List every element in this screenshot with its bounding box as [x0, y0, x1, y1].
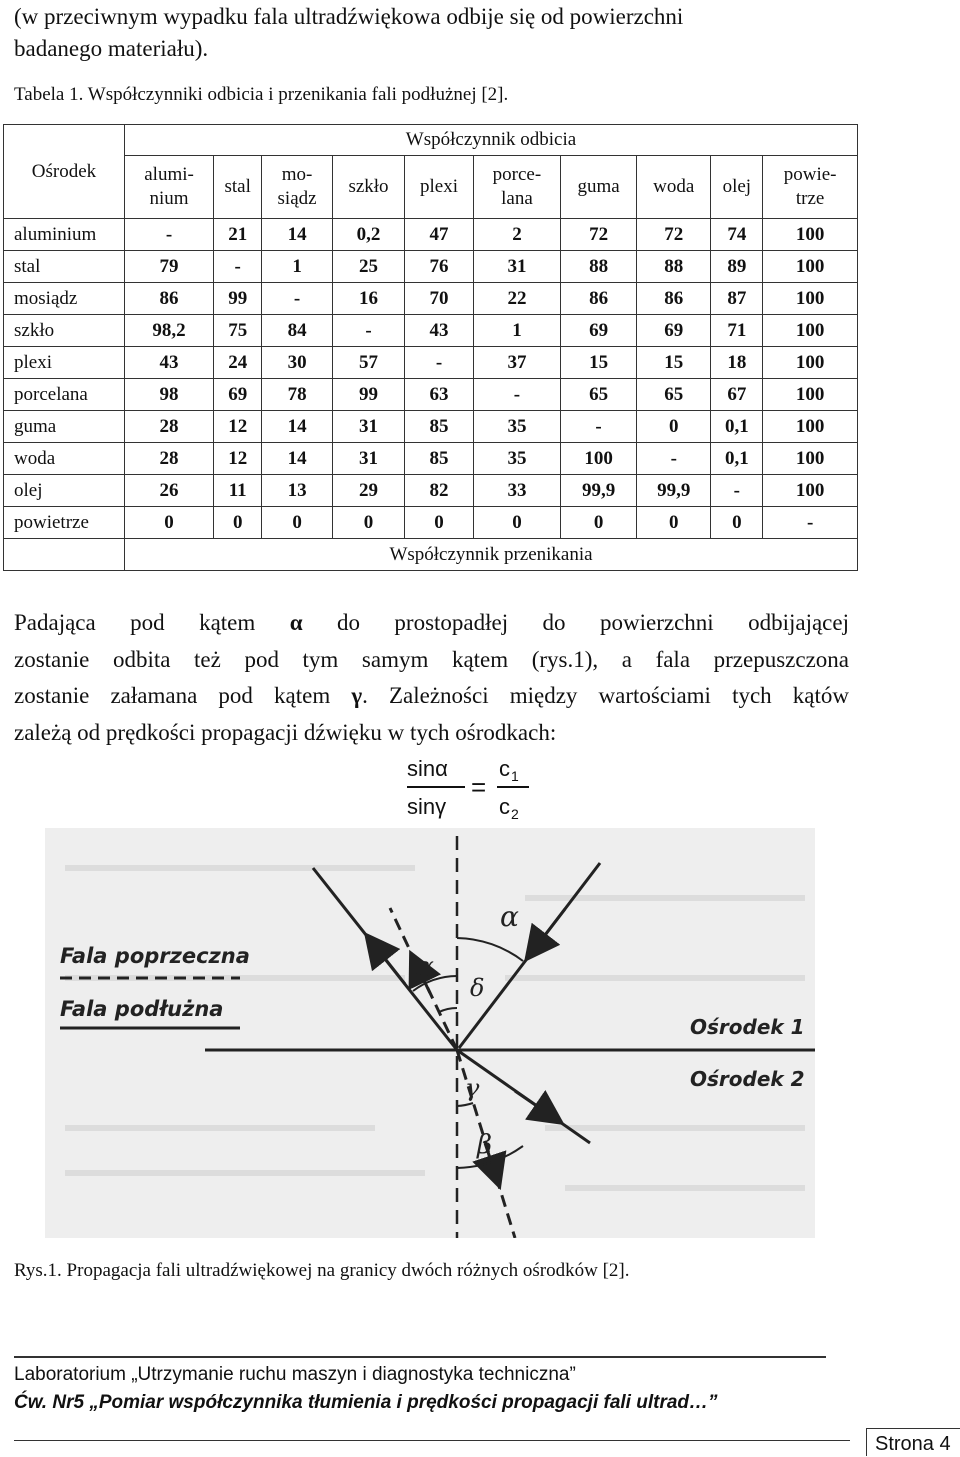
table-cell: 85 — [405, 411, 474, 443]
column-header — [763, 156, 858, 219]
table-cell: 87 — [711, 283, 763, 315]
description-paragraph — [14, 605, 849, 751]
column-header-line-1: olej — [722, 176, 752, 197]
table-cell: 11 — [214, 475, 262, 507]
table-cell: 14 — [262, 219, 333, 251]
table-cell: 99,9 — [561, 475, 637, 507]
row-label: guma — [4, 411, 125, 443]
table-cell: - — [637, 443, 711, 475]
coefficients-table — [3, 124, 858, 571]
table-cell: 0 — [561, 507, 637, 539]
table-cell: 100 — [763, 411, 858, 443]
table-cell: 2 — [473, 219, 560, 251]
table-cell: 43 — [125, 347, 214, 379]
page-number: Strona 4 — [866, 1428, 960, 1456]
table-cell: 70 — [405, 283, 474, 315]
table-cell: 100 — [763, 347, 858, 379]
greek-symbol: γ — [351, 683, 363, 708]
table-cell: 21 — [214, 219, 262, 251]
table-cell: 86 — [561, 283, 637, 315]
table-cell: 57 — [332, 347, 404, 379]
row-label: aluminium — [4, 219, 125, 251]
row-label: szkło — [4, 315, 125, 347]
table-row — [4, 219, 858, 251]
table-cell: 98 — [125, 379, 214, 411]
table-cell: 84 — [262, 315, 333, 347]
table-cell: 0 — [332, 507, 404, 539]
table-cell: 31 — [332, 443, 404, 475]
row-label: woda — [4, 443, 125, 475]
table-row — [4, 347, 858, 379]
footer-line-1: Laboratorium „Utrzymanie ruchu maszyn i diagnostyka techniczna” — [14, 1364, 576, 1385]
table-cell: 0,1 — [711, 411, 763, 443]
table-cell: 0 — [637, 507, 711, 539]
table-cell: 100 — [763, 379, 858, 411]
paragraph-line — [14, 605, 849, 642]
reflection-header: Współczynnik odbicia — [125, 125, 858, 156]
propagation-diagram — [45, 828, 815, 1238]
table-cell: 14 — [262, 411, 333, 443]
column-header-line-1: porce- — [492, 164, 542, 185]
table-cell: 24 — [214, 347, 262, 379]
table-body — [4, 219, 858, 539]
column-header-line-1: woda — [653, 176, 695, 197]
table-cell: 78 — [262, 379, 333, 411]
table-cell: - — [332, 315, 404, 347]
snell-formula — [405, 752, 535, 824]
table-cell: 13 — [262, 475, 333, 507]
table-cell: 0,1 — [711, 443, 763, 475]
intro-line-2: badanego materiału). — [14, 36, 209, 61]
table-cell: 0 — [711, 507, 763, 539]
column-header-line-2: nium — [149, 188, 189, 209]
row-label: plexi — [4, 347, 125, 379]
table-cell: 88 — [637, 251, 711, 283]
table-cell: - — [125, 219, 214, 251]
paragraph-text: zostanie odbita też pod tym samym kątem (rys.1), a fala przepuszczona — [14, 646, 849, 672]
column-header-line-2: siądz — [277, 188, 317, 209]
angle-gamma: γ — [465, 1074, 480, 1102]
table-cell: 0 — [473, 507, 560, 539]
table-cell: 33 — [473, 475, 560, 507]
table-cell: 100 — [763, 475, 858, 507]
angle-delta: δ — [470, 974, 485, 1002]
table-cell: 18 — [711, 347, 763, 379]
column-header — [262, 156, 333, 219]
table-cell: 0 — [214, 507, 262, 539]
table-cell: 25 — [332, 251, 404, 283]
table-cell: 79 — [125, 251, 214, 283]
formula-num-left: sinα — [407, 756, 448, 781]
legend-longitudinal-label: Fala podłużna — [60, 997, 224, 1021]
table-cell: 65 — [561, 379, 637, 411]
angle-alpha-incident: α — [500, 900, 519, 933]
table-cell: 100 — [763, 315, 858, 347]
footer-line-2: Ćw. Nr5 „Pomiar współczynnika tłumienia i prędkości propagacji fali ultrad…” — [14, 1392, 718, 1413]
table-row — [4, 443, 858, 475]
table-cell: 0 — [405, 507, 474, 539]
paragraph-text: do prostopadłej do powierzchni odbijającej — [302, 610, 849, 635]
table-cell: 89 — [711, 251, 763, 283]
column-header — [332, 156, 404, 219]
table-cell: - — [405, 347, 474, 379]
paragraph-line — [14, 642, 849, 679]
column-header — [125, 156, 214, 219]
table-cell: 43 — [405, 315, 474, 347]
table-cell: 28 — [125, 443, 214, 475]
table-cell: 86 — [125, 283, 214, 315]
table-cell: 1 — [262, 251, 333, 283]
row-label: olej — [4, 475, 125, 507]
table-row — [4, 507, 858, 539]
paragraph-text: zależą od prędkości propagacji dźwięku w tych ośrodkach: — [14, 719, 557, 745]
table-cell: 100 — [763, 251, 858, 283]
table-caption: Tabela 1. Współczynniki odbicia i przenikania fali podłużnej [2]. — [14, 84, 509, 105]
medium-1-label: Ośrodek 1 — [690, 1015, 805, 1039]
formula-den-left: sinγ — [407, 794, 447, 819]
angle-alpha-reflected: α — [415, 950, 434, 983]
table-cell: 31 — [473, 251, 560, 283]
formula-equals: = — [471, 772, 487, 802]
table-cell: 72 — [637, 219, 711, 251]
table-cell: 69 — [214, 379, 262, 411]
column-header — [561, 156, 637, 219]
row-label: mosiądz — [4, 283, 125, 315]
table-row — [4, 379, 858, 411]
table-cell: 31 — [332, 411, 404, 443]
table-cell: 26 — [125, 475, 214, 507]
table-cell: 15 — [637, 347, 711, 379]
table-cell: 35 — [473, 411, 560, 443]
column-header — [405, 156, 474, 219]
table-cell: 85 — [405, 443, 474, 475]
table-cell: 88 — [561, 251, 637, 283]
table-cell: 100 — [763, 443, 858, 475]
table-cell: 0 — [637, 411, 711, 443]
table-row — [4, 475, 858, 507]
table-cell: 65 — [637, 379, 711, 411]
column-header-line-1: plexi — [420, 176, 459, 197]
column-header — [473, 156, 560, 219]
row-label: stal — [4, 251, 125, 283]
paragraph-line — [14, 715, 849, 752]
table-cell: 100 — [763, 283, 858, 315]
table-cell: 67 — [711, 379, 763, 411]
angle-beta: β — [477, 1130, 493, 1160]
column-header-line-1: powie- — [783, 164, 837, 185]
table-cell: 100 — [763, 219, 858, 251]
table-cell: 15 — [561, 347, 637, 379]
transmission-footer: Współczynnik przenikania — [125, 539, 858, 571]
table-cell: 37 — [473, 347, 560, 379]
column-header-line-2: trze — [795, 188, 825, 209]
table-cell: 0 — [262, 507, 333, 539]
paragraph-text: Padająca pod kątem — [14, 610, 290, 635]
figure-caption: Rys.1. Propagacja fali ultradźwiękowej na granicy dwóch różnych ośrodków [2]. — [14, 1260, 630, 1281]
table-cell: 35 — [473, 443, 560, 475]
paragraph-line — [14, 678, 849, 715]
row-label: powietrze — [4, 507, 125, 539]
table-cell: - — [473, 379, 560, 411]
table-cell: - — [262, 283, 333, 315]
formula-den-right: c — [499, 794, 510, 819]
table-cell: 22 — [473, 283, 560, 315]
table-cell: 71 — [711, 315, 763, 347]
table-cell: 63 — [405, 379, 474, 411]
table-row — [4, 411, 858, 443]
formula-num-right: c — [499, 756, 510, 781]
table-row — [4, 283, 858, 315]
table-cell: - — [763, 507, 858, 539]
table-cell: 86 — [637, 283, 711, 315]
table-cell: 16 — [332, 283, 404, 315]
column-header-row — [4, 156, 858, 219]
table-cell: 100 — [561, 443, 637, 475]
table-cell: - — [214, 251, 262, 283]
intro-line-1: (w przeciwnym wypadku fala ultradźwiękowa odbije się od powierzchni — [14, 4, 684, 29]
table-cell: 1 — [473, 315, 560, 347]
table-cell: 14 — [262, 443, 333, 475]
legend-transverse-label: Fala poprzeczna — [60, 944, 250, 968]
formula-num-right-sub: 1 — [511, 768, 519, 784]
table-cell: 0 — [125, 507, 214, 539]
table-cell: 0,2 — [332, 219, 404, 251]
footer-divider — [14, 1356, 826, 1358]
table-cell: 47 — [405, 219, 474, 251]
table-cell: 82 — [405, 475, 474, 507]
table-corner-label: Ośrodek — [4, 125, 125, 219]
column-header — [214, 156, 262, 219]
table-cell: 29 — [332, 475, 404, 507]
table-cell: 72 — [561, 219, 637, 251]
table-cell: 99 — [214, 283, 262, 315]
footer-spacer — [4, 539, 125, 571]
column-header-line-1: stal — [224, 176, 251, 197]
column-header — [637, 156, 711, 219]
table-row — [4, 251, 858, 283]
formula-den-right-sub: 2 — [511, 806, 519, 822]
table-cell: 74 — [711, 219, 763, 251]
table-cell: 76 — [405, 251, 474, 283]
table-cell: 75 — [214, 315, 262, 347]
footer-bottom-rule — [14, 1440, 850, 1441]
table-cell: 28 — [125, 411, 214, 443]
table-row — [4, 315, 858, 347]
column-header-line-1: szkło — [348, 176, 389, 197]
column-header-line-1: mo- — [281, 164, 313, 185]
table-cell: - — [561, 411, 637, 443]
column-header-line-1: alumi- — [144, 164, 194, 185]
table-cell: 12 — [214, 411, 262, 443]
table-cell: 69 — [561, 315, 637, 347]
table-cell: - — [711, 475, 763, 507]
row-label: porcelana — [4, 379, 125, 411]
column-header — [711, 156, 763, 219]
table-cell: 98,2 — [125, 315, 214, 347]
table-cell: 30 — [262, 347, 333, 379]
column-header-line-2: lana — [501, 188, 533, 209]
table-cell: 99,9 — [637, 475, 711, 507]
paragraph-text: zostanie załamana pod kątem — [14, 683, 352, 708]
table-cell: 12 — [214, 443, 262, 475]
greek-symbol: α — [289, 610, 303, 635]
table-cell: 69 — [637, 315, 711, 347]
column-header-line-1: guma — [577, 176, 620, 197]
paragraph-text: . Zależności między wartościami tych kątów — [362, 683, 849, 708]
table-cell: 99 — [332, 379, 404, 411]
medium-2-label: Ośrodek 2 — [690, 1067, 805, 1091]
